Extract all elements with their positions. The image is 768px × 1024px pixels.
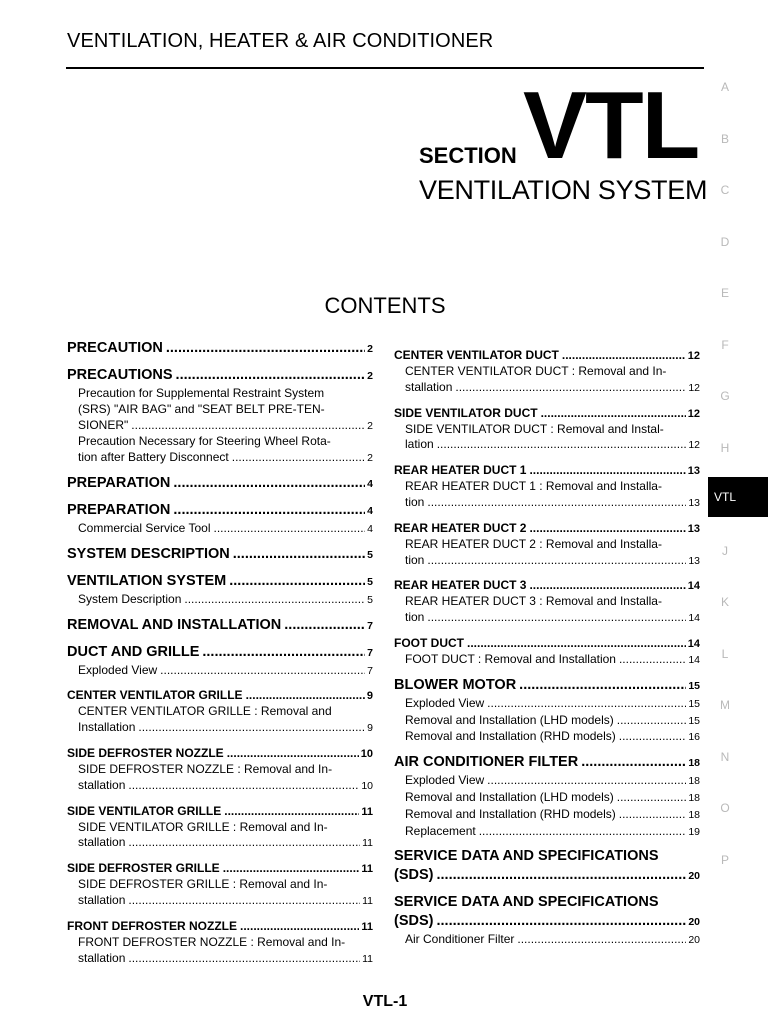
toc-entry[interactable] [67, 592, 373, 609]
toc-entry-title: stallation [78, 892, 126, 907]
section-name: VENTILATION SYSTEM [419, 175, 708, 205]
toc-page-number: 15 [688, 697, 700, 710]
toc-entry[interactable] [394, 893, 700, 932]
toc-entry-title: Removal and Installation (LHD models) [405, 789, 614, 804]
toc-page-number: 15 [688, 714, 700, 727]
toc-page-number: 7 [367, 619, 373, 632]
toc-entry[interactable] [67, 521, 373, 538]
toc-entry[interactable] [67, 663, 373, 680]
toc-entry[interactable] [394, 462, 700, 479]
toc-entry-title: REMOVAL AND INSTALLATION [67, 616, 282, 633]
toc-page-number: 7 [367, 664, 373, 677]
section-tab[interactable]: K [720, 595, 729, 609]
toc-entry[interactable] [394, 594, 700, 627]
toc-page-number: 2 [367, 452, 373, 465]
toc-entry-text: REAR HEATER DUCT 1 : Removal and Installa- [405, 479, 662, 494]
toc-entry[interactable] [67, 820, 373, 853]
section-tab[interactable]: G [720, 389, 730, 403]
toc-entry-title: Air Conditioner Filter [405, 932, 515, 947]
toc-page-number: 20 [688, 870, 700, 883]
toc-entry-title: tion after Battery Disconnect [78, 450, 229, 465]
toc-page-number: 12 [688, 439, 700, 452]
toc-page-number: 12 [687, 407, 700, 420]
toc-page-number: 9 [366, 690, 373, 703]
dot-leader [479, 824, 687, 840]
toc-entry-title: SIDE DEFROSTER GRILLE [67, 861, 220, 876]
dot-leader [224, 803, 359, 819]
toc-entry-title: stallation [78, 835, 126, 850]
toc-page-number: 13 [687, 465, 700, 478]
toc-entry[interactable] [394, 364, 700, 397]
toc-page-number: 13 [688, 496, 700, 509]
dot-leader [284, 616, 365, 635]
dot-leader [128, 951, 360, 967]
toc-entry-title: PRECAUTIONS [67, 367, 173, 383]
toc-page-number: 18 [688, 791, 700, 804]
toc-entry-title: REAR HEATER DUCT 3 [394, 578, 527, 593]
toc-page-number: 14 [688, 653, 700, 666]
toc-entry[interactable] [394, 753, 700, 773]
header-rule [66, 67, 704, 69]
dot-leader [128, 893, 360, 909]
toc-page-number: 11 [362, 952, 373, 965]
toc-right-column [394, 339, 700, 949]
toc-entry[interactable] [67, 803, 373, 820]
section-tab[interactable]: H [720, 441, 730, 455]
toc-entry-title: tion [405, 552, 425, 567]
dot-leader [184, 592, 365, 608]
toc-entry-title: (SDS) [394, 913, 434, 930]
toc-page-number: 15 [688, 679, 700, 692]
dot-leader [529, 520, 685, 536]
toc-entry[interactable] [67, 434, 373, 467]
toc-entry-title: Exploded View [405, 695, 485, 710]
toc-page-number: 14 [688, 612, 700, 625]
toc-page-number: 10 [360, 747, 373, 760]
dot-leader [529, 577, 685, 593]
toc-entry-title: lation [405, 437, 434, 452]
toc-entry-text: SIDE VENTILATOR GRILLE : Removal and In- [78, 819, 328, 834]
section-tab[interactable]: D [720, 235, 730, 249]
toc-page-number: 10 [361, 779, 373, 792]
section-tab[interactable]: A [720, 80, 729, 94]
header-title: VENTILATION, HEATER & AIR CONDITIONER [67, 30, 494, 52]
dot-leader [223, 860, 360, 876]
toc-entry[interactable] [394, 405, 700, 422]
page-number: VTL-1 [362, 993, 408, 1010]
dot-leader [131, 418, 365, 434]
dot-leader [517, 932, 686, 948]
dot-leader [541, 405, 686, 421]
toc-page-number: 4 [367, 522, 373, 535]
toc-entry-title: SIONER" [78, 417, 129, 432]
dot-leader [617, 713, 687, 729]
toc-page-number: 14 [687, 637, 700, 650]
toc-entry[interactable] [394, 479, 700, 512]
toc-entry[interactable] [67, 877, 373, 910]
toc-entry-title: System Description [78, 591, 182, 606]
toc-page-number: 4 [367, 504, 373, 517]
section-tab[interactable]: O [720, 801, 730, 815]
dot-leader [176, 366, 366, 385]
section-tab[interactable]: P [720, 853, 729, 867]
toc-entry[interactable] [394, 773, 700, 790]
toc-entry-title: CENTER VENTILATOR DUCT [394, 348, 559, 362]
toc-entry[interactable] [67, 616, 373, 636]
toc-entry[interactable] [394, 652, 700, 669]
dot-leader [128, 778, 359, 794]
toc-entry[interactable] [394, 422, 700, 455]
toc-entry[interactable] [67, 745, 373, 762]
toc-entry-title: Exploded View [405, 773, 485, 788]
dot-leader [581, 753, 686, 772]
toc-entry-title: (SDS) [394, 867, 434, 884]
dot-leader [166, 339, 365, 358]
dot-leader [202, 643, 365, 662]
toc-entry[interactable] [394, 520, 700, 537]
dot-leader [619, 729, 687, 745]
toc-entry-title: PREPARATION [67, 501, 171, 518]
dot-leader [436, 866, 686, 885]
toc-entry-text: SIDE DEFROSTER NOZZLE : Removal and In- [78, 761, 333, 776]
toc-entry[interactable] [394, 577, 700, 594]
toc-entry[interactable] [67, 366, 373, 386]
toc-entry[interactable] [67, 474, 373, 494]
toc-page-number: 5 [367, 593, 373, 606]
toc-entry[interactable] [67, 935, 373, 968]
toc-page-number: 9 [367, 722, 373, 735]
dot-leader [437, 437, 687, 453]
toc-page-number: 13 [688, 554, 700, 567]
toc-entry-title: AIR CONDITIONER FILTER [394, 754, 579, 771]
dot-leader [173, 501, 365, 520]
toc-entry[interactable] [67, 545, 373, 565]
toc-entry-title: Exploded View [78, 662, 158, 677]
toc-entry-title: tion [405, 494, 425, 509]
section-code: VTL [523, 72, 699, 179]
dot-leader [233, 545, 365, 564]
toc-entry[interactable] [67, 339, 373, 359]
dot-leader [619, 807, 687, 823]
dot-leader [214, 521, 366, 537]
toc-entry[interactable] [394, 635, 700, 652]
toc-entry[interactable] [394, 847, 700, 886]
section-tab[interactable]: B [720, 132, 729, 146]
toc-entry-title: FOOT DUCT [394, 635, 464, 650]
toc-entry-title: stallation [78, 950, 126, 965]
toc-entry-title: SYSTEM DESCRIPTION [67, 545, 230, 562]
toc-entry-title: BLOWER MOTOR [394, 676, 517, 693]
dot-leader [138, 720, 365, 736]
dot-leader [427, 495, 686, 511]
toc-entry-text: SERVICE DATA AND SPECIFICATIONS [394, 848, 659, 865]
toc-page-number: 11 [361, 863, 373, 876]
dot-leader [455, 380, 686, 396]
toc-entry[interactable] [394, 729, 700, 746]
toc-entry[interactable] [67, 643, 373, 663]
toc-entry-text: SIDE VENTILATOR DUCT : Removal and Instal- [405, 421, 664, 436]
dot-leader [229, 572, 365, 591]
section-tab[interactable]: F [721, 338, 729, 352]
toc-entry-title: Replacement [405, 823, 476, 838]
dot-leader [487, 696, 686, 712]
toc-page-number: 18 [688, 775, 700, 788]
dot-leader [427, 610, 686, 626]
toc-entry-text: SIDE DEFROSTER GRILLE : Removal and In- [78, 877, 328, 892]
section-tab-active[interactable]: VTL [708, 477, 768, 517]
toc-entry[interactable] [394, 347, 700, 364]
toc-page-number: 5 [367, 548, 373, 561]
dot-leader [240, 918, 359, 934]
dot-leader [519, 676, 686, 695]
toc-page-number: 11 [362, 837, 373, 850]
toc-entry-text: Precaution for Supplemental Restraint System [78, 386, 325, 400]
toc-page-number: 4 [367, 477, 373, 490]
dot-leader [160, 663, 365, 679]
dot-leader [227, 745, 359, 761]
toc-page-number: 19 [688, 825, 700, 838]
dot-leader [427, 553, 686, 569]
toc-entry[interactable] [394, 824, 700, 841]
toc-left-column [67, 339, 373, 967]
dot-leader [529, 462, 685, 478]
toc-entry-title: VENTILATION SYSTEM [67, 572, 227, 589]
toc-entry-text: Precaution Necessary for Steering Wheel Rota- [78, 434, 331, 449]
toc-page-number: 11 [362, 894, 373, 907]
toc-entry-title: REAR HEATER DUCT 2 [394, 520, 527, 535]
section-tab[interactable]: M [720, 698, 730, 712]
toc-page-number: 5 [367, 575, 373, 588]
section-tab[interactable]: J [722, 544, 728, 558]
toc-entry[interactable] [394, 537, 700, 570]
contents-title: CONTENTS [324, 293, 446, 318]
dot-leader [128, 835, 360, 851]
toc-page-number: 2 [367, 419, 373, 432]
toc-page-number: 14 [687, 580, 700, 593]
toc-entry-title: CENTER VENTILATOR GRILLE [67, 688, 243, 703]
toc-entry-title: Removal and Installation (RHD models) [405, 729, 616, 744]
dot-leader [617, 790, 687, 806]
dot-leader [436, 912, 686, 931]
toc-entry-title: Installation [78, 720, 136, 735]
toc-entry[interactable] [67, 501, 373, 521]
toc-entry-text: (SRS) "AIR BAG" and "SEAT BELT PRE-TEN- [78, 401, 325, 416]
section-word: SECTION [419, 143, 517, 168]
dot-leader [173, 474, 365, 493]
toc-page-number: 16 [688, 731, 700, 744]
toc-entry-title: Commercial Service Tool [78, 520, 211, 535]
toc-entry[interactable] [67, 687, 373, 704]
dot-leader [619, 652, 686, 668]
toc-entry[interactable] [67, 572, 373, 592]
toc-entry-title: PREPARATION [67, 474, 171, 491]
dot-leader [487, 773, 686, 789]
dot-leader [467, 635, 686, 651]
toc-page-number: 11 [361, 920, 373, 933]
toc-entry-text: REAR HEATER DUCT 2 : Removal and Installa- [405, 536, 662, 551]
toc-page-number: 20 [688, 934, 700, 947]
toc-page-number: 13 [687, 522, 700, 535]
toc-entry[interactable] [394, 696, 700, 713]
toc-entry-title: stallation [405, 379, 453, 394]
toc-entry-title: tion [405, 610, 425, 625]
toc-entry-title: SIDE VENTILATOR DUCT [394, 405, 538, 420]
toc-page-number: 11 [361, 805, 373, 818]
toc-entry-title: DUCT AND GRILLE [67, 643, 200, 660]
toc-entry[interactable] [394, 713, 700, 730]
toc-entry-text: SERVICE DATA AND SPECIFICATIONS [394, 894, 659, 911]
toc-page-number: 18 [688, 757, 700, 770]
dot-leader [246, 687, 365, 703]
toc-page-number: 18 [688, 808, 700, 821]
section-tab[interactable]: L [721, 647, 729, 661]
toc-entry-title: SIDE VENTILATOR GRILLE [67, 803, 222, 818]
toc-page-number: 12 [687, 350, 700, 362]
toc-entry-text: REAR HEATER DUCT 3 : Removal and Installa- [405, 594, 662, 609]
toc-entry[interactable] [67, 704, 373, 737]
toc-entry-title: FOOT DUCT : Removal and Installation [405, 651, 616, 666]
toc-entry-title: PRECAUTION [67, 340, 163, 356]
toc-entry-title: FRONT DEFROSTER NOZZLE [67, 918, 237, 933]
toc-page-number: 12 [688, 381, 700, 394]
toc-page-number: 7 [367, 646, 373, 659]
toc-entry[interactable] [394, 790, 700, 807]
dot-leader [232, 450, 365, 466]
section-tab[interactable]: E [720, 286, 729, 300]
toc-entry-title: stallation [78, 777, 126, 792]
dot-leader [562, 347, 686, 363]
toc-entry-title: SIDE DEFROSTER NOZZLE [67, 745, 224, 760]
toc-entry-title: REAR HEATER DUCT 1 [394, 463, 527, 478]
toc-entry-text: CENTER VENTILATOR DUCT : Removal and In- [405, 364, 667, 378]
toc-page-number: 20 [688, 916, 700, 929]
toc-entry-title: Removal and Installation (RHD models) [405, 806, 616, 821]
toc-entry-text: CENTER VENTILATOR GRILLE : Removal and [78, 704, 332, 719]
toc-entry[interactable] [394, 932, 700, 949]
toc-entry[interactable] [67, 918, 373, 935]
toc-entry-title: Removal and Installation (LHD models) [405, 712, 614, 727]
toc-entry[interactable] [394, 807, 700, 824]
toc-entry[interactable] [394, 676, 700, 696]
toc-entry-text: FRONT DEFROSTER NOZZLE : Removal and In- [78, 934, 346, 949]
section-tab[interactable]: C [720, 183, 730, 197]
toc-entry[interactable] [67, 386, 373, 434]
toc-entry[interactable] [67, 860, 373, 877]
toc-entry[interactable] [67, 762, 373, 795]
toc-page-number: 2 [367, 370, 373, 382]
section-tab[interactable]: N [720, 750, 730, 764]
toc-page-number: 2 [367, 343, 373, 355]
